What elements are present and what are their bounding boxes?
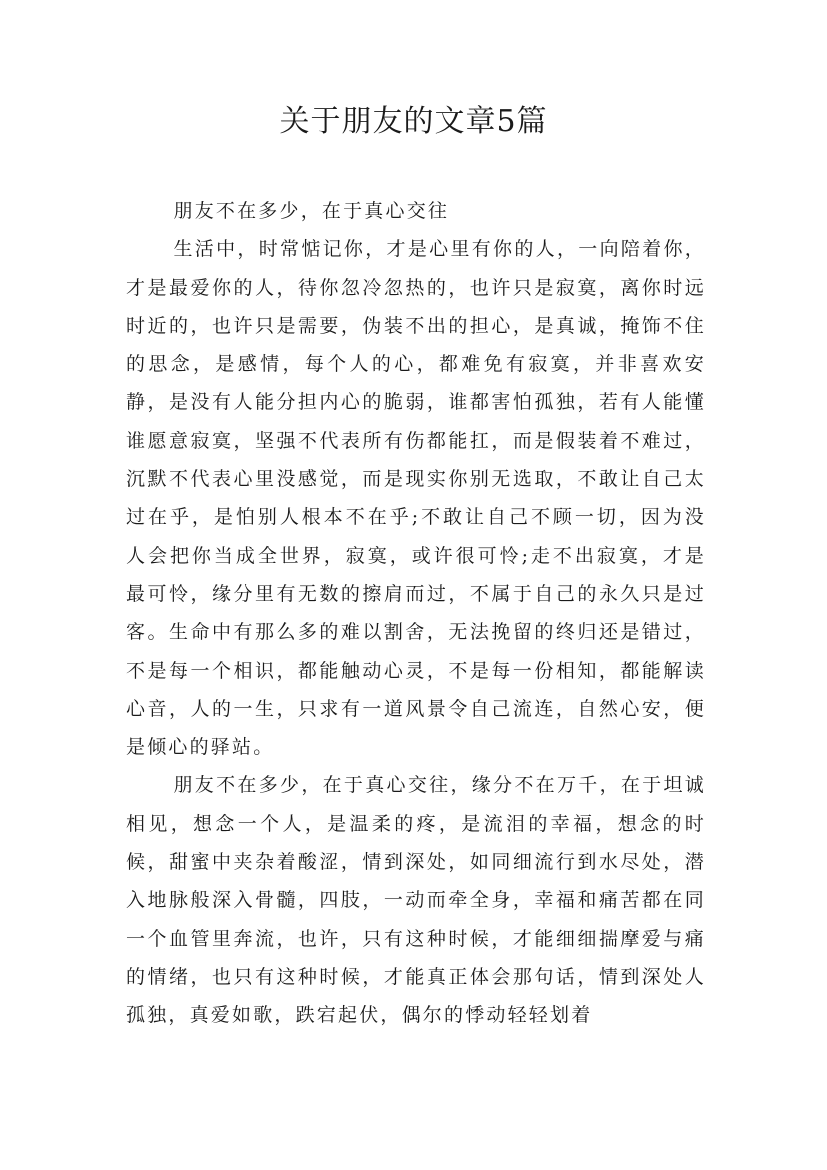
paragraph: 朋友不在多少，在于真心交往，缘分不在万千，在于坦诚相见，想念一个人，是温柔的疼，是流泪的幸福，想念的时候，甜蜜中夹杂着酸涩，情到深处，如同细流行到水尽处，潜入地脉般深入骨髓，四肢，一动而牵全身，幸福和痛苦都在同一个血管里奔流，也许，只有这种时候，才能细细揣摩爱与痛的情绪，也只有这种时候，才能真正体会那句话，情到深处人孤独，真爱如歌，跌宕起伏，偶尔的悸动轻轻划着 [126,774,706,1027]
article-body [126,192,706,1035]
paragraph: 朋友不在多少，在于真心交往 [173,200,450,222]
paragraph: 生活中，时常惦记你，才是心里有你的人，一向陪着你，才是最爱你的人，待你忽冷忽热的，也许只是寂寞，离你时远时近的，也许只是需要，伪装不出的担心，是真诚，掩饰不住的思念，是感情，每个人的心，都难免有寂寞，并非喜欢安静，是没有人能分担内心的脆弱，谁都害怕孤独，若有人能懂谁愿意寂寞，坚强不代表所有伤都能扛，而是假装着不难过，沉默不代表心里没感觉，而是现实你别无选取，不敢让自己太过在乎，是怕别人根本不在乎;不敢让自己不顾一切，因为没人会把你当成全世界，寂寞，或许很可怜;走不出寂寞，才是最可怜，缘分里有无数的擦肩而过，不属于自己的永久只是过客。生命中有那么多的难以割舍，无法挽留的终归还是错过，不是每一个相识，都能触动心灵，不是每一份相知，都能解读心音，人的一生，只求有一道风景令自己流连，自然心安，便是倾心的驿站。 [126,238,706,759]
page-title: 关于朋友的文章5篇 [279,104,548,139]
